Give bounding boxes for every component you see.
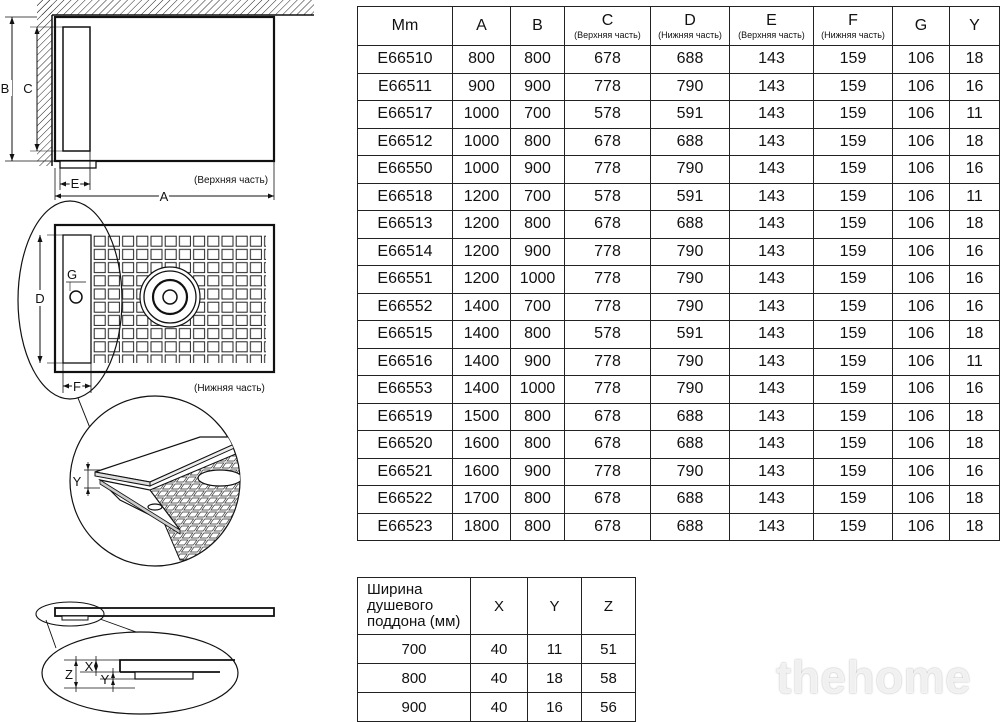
table-row: [358, 211, 1000, 239]
table-cell: 578: [565, 101, 651, 129]
table-cell: 106: [893, 403, 950, 431]
table-cell: 1200: [453, 238, 511, 266]
column-header: [651, 7, 730, 46]
table-cell: 778: [565, 293, 651, 321]
dim-label-y-section: Y: [100, 672, 110, 687]
support-foot: [60, 161, 96, 168]
table-cell: 106: [893, 73, 950, 101]
table-cell: 688: [651, 513, 730, 541]
table-cell: 40: [471, 635, 528, 664]
table-row: [358, 664, 636, 693]
table-cell: 1200: [453, 266, 511, 294]
table-cell: 16: [950, 238, 1000, 266]
column-header: [814, 7, 893, 46]
table-cell: 591: [651, 321, 730, 349]
table-cell: 678: [565, 403, 651, 431]
table-cell: 1600: [453, 431, 511, 459]
table-cell: 143: [730, 101, 814, 129]
table-cell: 18: [950, 321, 1000, 349]
drain-center: [163, 290, 177, 304]
table-cell: 900: [511, 238, 565, 266]
table-cell: 143: [730, 321, 814, 349]
table-cell: 16: [950, 293, 1000, 321]
table-cell: 143: [730, 183, 814, 211]
column-header-label: Mm: [391, 17, 419, 34]
table-cell: 159: [814, 403, 893, 431]
table-cell: 106: [893, 46, 950, 74]
drain-channel-top: [63, 27, 90, 151]
drain-hole: [70, 291, 82, 303]
table-cell: 18: [950, 513, 1000, 541]
perspective-detail-drawing: [70, 396, 250, 566]
table-cell: 688: [651, 46, 730, 74]
table-cell: 159: [814, 458, 893, 486]
table-cell: 18: [528, 664, 582, 693]
model-code-cell: E66517: [358, 101, 453, 129]
table-cell: 106: [893, 238, 950, 266]
table-cell: 143: [730, 431, 814, 459]
column-header: [893, 7, 950, 46]
table-cell: 900: [511, 458, 565, 486]
table-cell: 1800: [453, 513, 511, 541]
table-row: [358, 128, 1000, 156]
table-row: [358, 693, 636, 722]
table-cell: 790: [651, 238, 730, 266]
model-code-cell: E66514: [358, 238, 453, 266]
table-cell: 678: [565, 431, 651, 459]
table-cell: 159: [814, 513, 893, 541]
dim-label-f: F: [73, 379, 81, 394]
column-header: Z: [582, 578, 636, 635]
column-header: X: [471, 578, 528, 635]
dim-label-e: E: [70, 176, 80, 191]
table-cell: 700: [358, 635, 471, 664]
dim-label-y: Y: [72, 474, 82, 489]
model-code-cell: E66521: [358, 458, 453, 486]
table-cell: 790: [651, 376, 730, 404]
table-cell: 159: [814, 211, 893, 239]
table-cell: 778: [565, 266, 651, 294]
table-cell: 578: [565, 321, 651, 349]
table-cell: 778: [565, 156, 651, 184]
table-cell: 143: [730, 513, 814, 541]
table-cell: 1200: [453, 211, 511, 239]
table-cell: 159: [814, 486, 893, 514]
table-row: [358, 183, 1000, 211]
model-code-cell: E66552: [358, 293, 453, 321]
table-cell: 159: [814, 376, 893, 404]
model-code-cell: E66522: [358, 486, 453, 514]
table-cell: 16: [950, 156, 1000, 184]
table-cell: 1700: [453, 486, 511, 514]
table-cell: 159: [814, 293, 893, 321]
table-row: [358, 486, 1000, 514]
table-cell: 143: [730, 128, 814, 156]
model-code-cell: E66520: [358, 431, 453, 459]
table-cell: 143: [730, 403, 814, 431]
table-cell: 678: [565, 128, 651, 156]
table-cell: 778: [565, 73, 651, 101]
table-cell: 800: [511, 431, 565, 459]
table-cell: 1000: [453, 101, 511, 129]
table-cell: 16: [950, 266, 1000, 294]
technical-drawings: [0, 0, 352, 719]
column-header: [453, 7, 511, 46]
dim-label-d: D: [35, 291, 45, 306]
table-cell: 159: [814, 321, 893, 349]
table-cell: 143: [730, 458, 814, 486]
table-cell: 1400: [453, 348, 511, 376]
model-code-cell: E66515: [358, 321, 453, 349]
table-cell: 106: [893, 211, 950, 239]
table-cell: 58: [582, 664, 636, 693]
model-code-cell: E66553: [358, 376, 453, 404]
table-cell: 106: [893, 348, 950, 376]
table-cell: 1400: [453, 293, 511, 321]
column-header-label: C: [601, 11, 614, 29]
tray-table-body: [358, 635, 636, 722]
table-cell: 143: [730, 156, 814, 184]
column-header: [358, 7, 453, 46]
table-cell: 159: [814, 128, 893, 156]
table-cell: 106: [893, 513, 950, 541]
column-header: [511, 7, 565, 46]
table-cell: 56: [582, 693, 636, 722]
table-cell: 790: [651, 458, 730, 486]
table-cell: 778: [565, 348, 651, 376]
table-cell: 591: [651, 183, 730, 211]
table-cell: 18: [950, 128, 1000, 156]
table-cell: 143: [730, 486, 814, 514]
table-cell: 700: [511, 101, 565, 129]
table-cell: 1000: [453, 128, 511, 156]
side-section-drawing: [36, 602, 274, 714]
table-cell: 778: [565, 376, 651, 404]
table-cell: 900: [358, 693, 471, 722]
dimensions-table: [357, 6, 1000, 541]
table-cell: 11: [950, 101, 1000, 129]
table-row: [358, 458, 1000, 486]
table-cell: 11: [528, 635, 582, 664]
column-header-note: (Верхняя часть): [738, 29, 805, 40]
table-row: [358, 101, 1000, 129]
table-cell: 159: [814, 156, 893, 184]
column-header: [950, 7, 1000, 46]
model-code-cell: E66512: [358, 128, 453, 156]
wall-hatch-left: [37, 0, 52, 166]
table-cell: 143: [730, 238, 814, 266]
table-cell: 143: [730, 266, 814, 294]
column-header-note: (Нижняя часть): [658, 29, 722, 40]
table-cell: 106: [893, 376, 950, 404]
table-cell: 106: [893, 293, 950, 321]
table-cell: 800: [511, 211, 565, 239]
dim-label-x: X: [84, 659, 94, 674]
column-header-note: (Верхняя часть): [574, 29, 641, 40]
table-cell: 900: [453, 73, 511, 101]
table-row: [358, 46, 1000, 74]
column-header-label: Y: [969, 17, 980, 34]
table-cell: 790: [651, 73, 730, 101]
table-cell: 106: [893, 321, 950, 349]
table-row: [358, 238, 1000, 266]
table-cell: 790: [651, 266, 730, 294]
dimensions-table-body: [358, 46, 1000, 541]
table-cell: 800: [511, 321, 565, 349]
table-cell: 159: [814, 46, 893, 74]
table-cell: 143: [730, 293, 814, 321]
table-cell: 790: [651, 156, 730, 184]
table-row: [358, 266, 1000, 294]
table-cell: 800: [511, 46, 565, 74]
model-code-cell: E66523: [358, 513, 453, 541]
table-cell: 678: [565, 486, 651, 514]
table-cell: 143: [730, 73, 814, 101]
table-cell: 900: [511, 348, 565, 376]
table-cell: 106: [893, 156, 950, 184]
model-code-cell: E66551: [358, 266, 453, 294]
bottom-view-drawing: [18, 201, 274, 399]
table-cell: 591: [651, 101, 730, 129]
watermark-logo: thehome: [776, 651, 972, 703]
column-header-note: (Нижняя часть): [821, 29, 885, 40]
table-cell: 778: [565, 238, 651, 266]
table-cell: 40: [471, 693, 528, 722]
column-header-label: A: [476, 17, 487, 34]
table-cell: 688: [651, 128, 730, 156]
table-cell: 1400: [453, 376, 511, 404]
model-code-cell: E66511: [358, 73, 453, 101]
model-code-cell: E66519: [358, 403, 453, 431]
table-cell: 106: [893, 486, 950, 514]
table-cell: 800: [511, 403, 565, 431]
table-cell: 1000: [511, 266, 565, 294]
model-code-cell: E66518: [358, 183, 453, 211]
table-cell: 678: [565, 513, 651, 541]
column-header: [730, 7, 814, 46]
table-cell: 678: [565, 211, 651, 239]
table-cell: 18: [950, 403, 1000, 431]
table-cell: 106: [893, 266, 950, 294]
column-header-label: F: [848, 11, 858, 29]
table-cell: 700: [511, 293, 565, 321]
table-cell: 16: [528, 693, 582, 722]
model-code-cell: E66516: [358, 348, 453, 376]
table-cell: 18: [950, 431, 1000, 459]
top-view-drawing: [0, 0, 314, 204]
table-cell: 16: [950, 376, 1000, 404]
column-header-label: E: [766, 11, 777, 29]
table-cell: 688: [651, 211, 730, 239]
model-code-cell: E66550: [358, 156, 453, 184]
table-cell: 106: [893, 101, 950, 129]
table-cell: 1200: [453, 183, 511, 211]
table-cell: 1500: [453, 403, 511, 431]
column-header: [565, 7, 651, 46]
table-row: [358, 321, 1000, 349]
dim-label-a: A: [159, 189, 169, 204]
table-cell: 16: [950, 458, 1000, 486]
table-cell: 688: [651, 431, 730, 459]
table-cell: 688: [651, 486, 730, 514]
column-header-label: D: [684, 11, 696, 29]
table-row: [358, 635, 636, 664]
table-row: [358, 73, 1000, 101]
table-cell: 106: [893, 458, 950, 486]
table-cell: 106: [893, 431, 950, 459]
column-header: Ширина душевого поддона (мм): [358, 578, 471, 635]
table-cell: 778: [565, 458, 651, 486]
tray-table-header: [358, 578, 636, 635]
dim-label-b: B: [0, 81, 10, 96]
wall-hatch-top: [37, 0, 314, 15]
column-header-label: B: [532, 17, 543, 34]
table-cell: 18: [950, 46, 1000, 74]
table-cell: 1600: [453, 458, 511, 486]
table-cell: 16: [950, 73, 1000, 101]
table-cell: 678: [565, 46, 651, 74]
table-row: [358, 431, 1000, 459]
table-cell: 1400: [453, 321, 511, 349]
table-row: [358, 376, 1000, 404]
table-cell: 51: [582, 635, 636, 664]
table-cell: 688: [651, 403, 730, 431]
dim-label-g: G: [66, 267, 78, 282]
table-cell: 159: [814, 431, 893, 459]
dim-label-z: Z: [65, 667, 73, 682]
table-cell: 143: [730, 211, 814, 239]
dimensions-table-header: [358, 7, 1000, 46]
table-cell: 900: [511, 156, 565, 184]
table-cell: 159: [814, 73, 893, 101]
table-cell: 40: [471, 664, 528, 693]
table-cell: 159: [814, 101, 893, 129]
dim-label-c: C: [23, 81, 33, 96]
table-cell: 1000: [453, 156, 511, 184]
bottom-view-caption: (Нижняя часть): [194, 383, 265, 394]
table-cell: 18: [950, 486, 1000, 514]
table-cell: 1000: [511, 376, 565, 404]
model-code-cell: E66510: [358, 46, 453, 74]
table-cell: 143: [730, 376, 814, 404]
table-cell: 800: [511, 128, 565, 156]
column-header: Y: [528, 578, 582, 635]
model-code-cell: E66513: [358, 211, 453, 239]
table-cell: 800: [511, 486, 565, 514]
table-cell: 790: [651, 348, 730, 376]
table-cell: 159: [814, 266, 893, 294]
column-header-label: G: [914, 17, 928, 34]
table-cell: 578: [565, 183, 651, 211]
table-row: [358, 348, 1000, 376]
table-cell: 159: [814, 238, 893, 266]
table-cell: 790: [651, 293, 730, 321]
table-row: [358, 403, 1000, 431]
table-cell: 800: [511, 513, 565, 541]
table-cell: 18: [950, 211, 1000, 239]
table-cell: 106: [893, 183, 950, 211]
table-cell: 800: [453, 46, 511, 74]
table-cell: 700: [511, 183, 565, 211]
table-cell: 106: [893, 128, 950, 156]
table-cell: 143: [730, 46, 814, 74]
tray-width-table: [357, 577, 636, 722]
table-cell: 11: [950, 348, 1000, 376]
tray-side-profile: [55, 608, 274, 616]
table-row: [358, 513, 1000, 541]
table-cell: 143: [730, 348, 814, 376]
table-cell: 800: [358, 664, 471, 693]
top-view-caption: (Верхняя часть): [194, 175, 269, 186]
table-cell: 159: [814, 348, 893, 376]
table-row: [358, 156, 1000, 184]
table-row: [358, 293, 1000, 321]
table-cell: 900: [511, 73, 565, 101]
table-cell: 11: [950, 183, 1000, 211]
table-cell: 159: [814, 183, 893, 211]
